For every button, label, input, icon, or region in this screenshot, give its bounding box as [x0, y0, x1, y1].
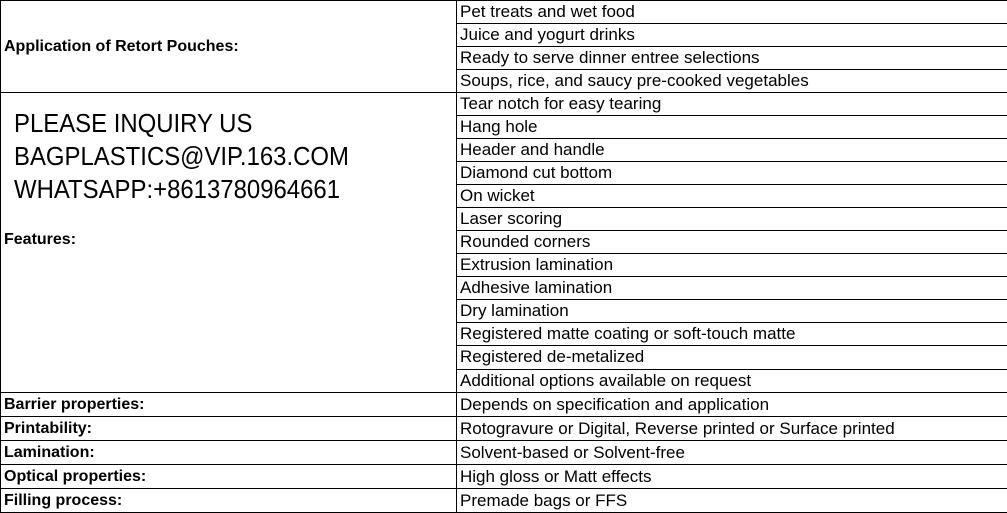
table-row	[1, 93, 1007, 116]
feature-item: Hang hole	[457, 116, 1007, 139]
lamination-label: Lamination:	[1, 440, 457, 464]
barrier-value: Depends on specification and application	[457, 392, 1007, 416]
feature-item: Dry lamination	[457, 300, 1007, 323]
table-row	[1, 392, 1007, 416]
feature-item: On wicket	[457, 185, 1007, 208]
application-label: Application of Retort Pouches:	[1, 1, 457, 93]
application-item: Ready to serve dinner entree selections	[457, 47, 1007, 70]
barrier-label: Barrier properties:	[1, 392, 457, 416]
feature-item: Extrusion lamination	[457, 254, 1007, 277]
feature-item: Registered de-metalized	[457, 346, 1007, 369]
table-row	[1, 440, 1007, 464]
filling-label: Filling process:	[1, 488, 457, 512]
table-row	[1, 416, 1007, 440]
feature-item: Registered matte coating or soft-touch matte	[457, 323, 1007, 346]
feature-item: Additional options available on request	[457, 369, 1007, 392]
table-row	[1, 1, 1007, 24]
optical-value: High gloss or Matt effects	[457, 464, 1007, 488]
printability-label: Printability:	[1, 416, 457, 440]
feature-item: Rounded corners	[457, 231, 1007, 254]
application-item: Pet treats and wet food	[457, 1, 1007, 24]
table-row	[1, 488, 1007, 512]
optical-label: Optical properties:	[1, 464, 457, 488]
filling-value: Premade bags or FFS	[457, 488, 1007, 512]
watermark-email: BAGPLASTICS@VIP.163.COM	[14, 141, 349, 172]
feature-item: Adhesive lamination	[457, 277, 1007, 300]
feature-item: Tear notch for easy tearing	[457, 93, 1007, 116]
lamination-value: Solvent-based or Solvent-free	[457, 440, 1007, 464]
feature-item: Diamond cut bottom	[457, 162, 1007, 185]
features-cell	[1, 93, 457, 392]
features-label: Features:	[4, 231, 77, 249]
feature-item: Laser scoring	[457, 208, 1007, 231]
table-row	[1, 464, 1007, 488]
printability-value: Rotogravure or Digital, Reverse printed or Surface printed	[457, 416, 1007, 440]
watermark-line: PLEASE INQUIRY US	[14, 108, 253, 139]
feature-item: Header and handle	[457, 139, 1007, 162]
application-item: Juice and yogurt drinks	[457, 24, 1007, 47]
contact-watermark	[14, 107, 349, 206]
watermark-phone: WHATSAPP:+8613780964661	[14, 174, 341, 205]
application-item: Soups, rice, and saucy pre-cooked vegetables	[457, 70, 1007, 93]
